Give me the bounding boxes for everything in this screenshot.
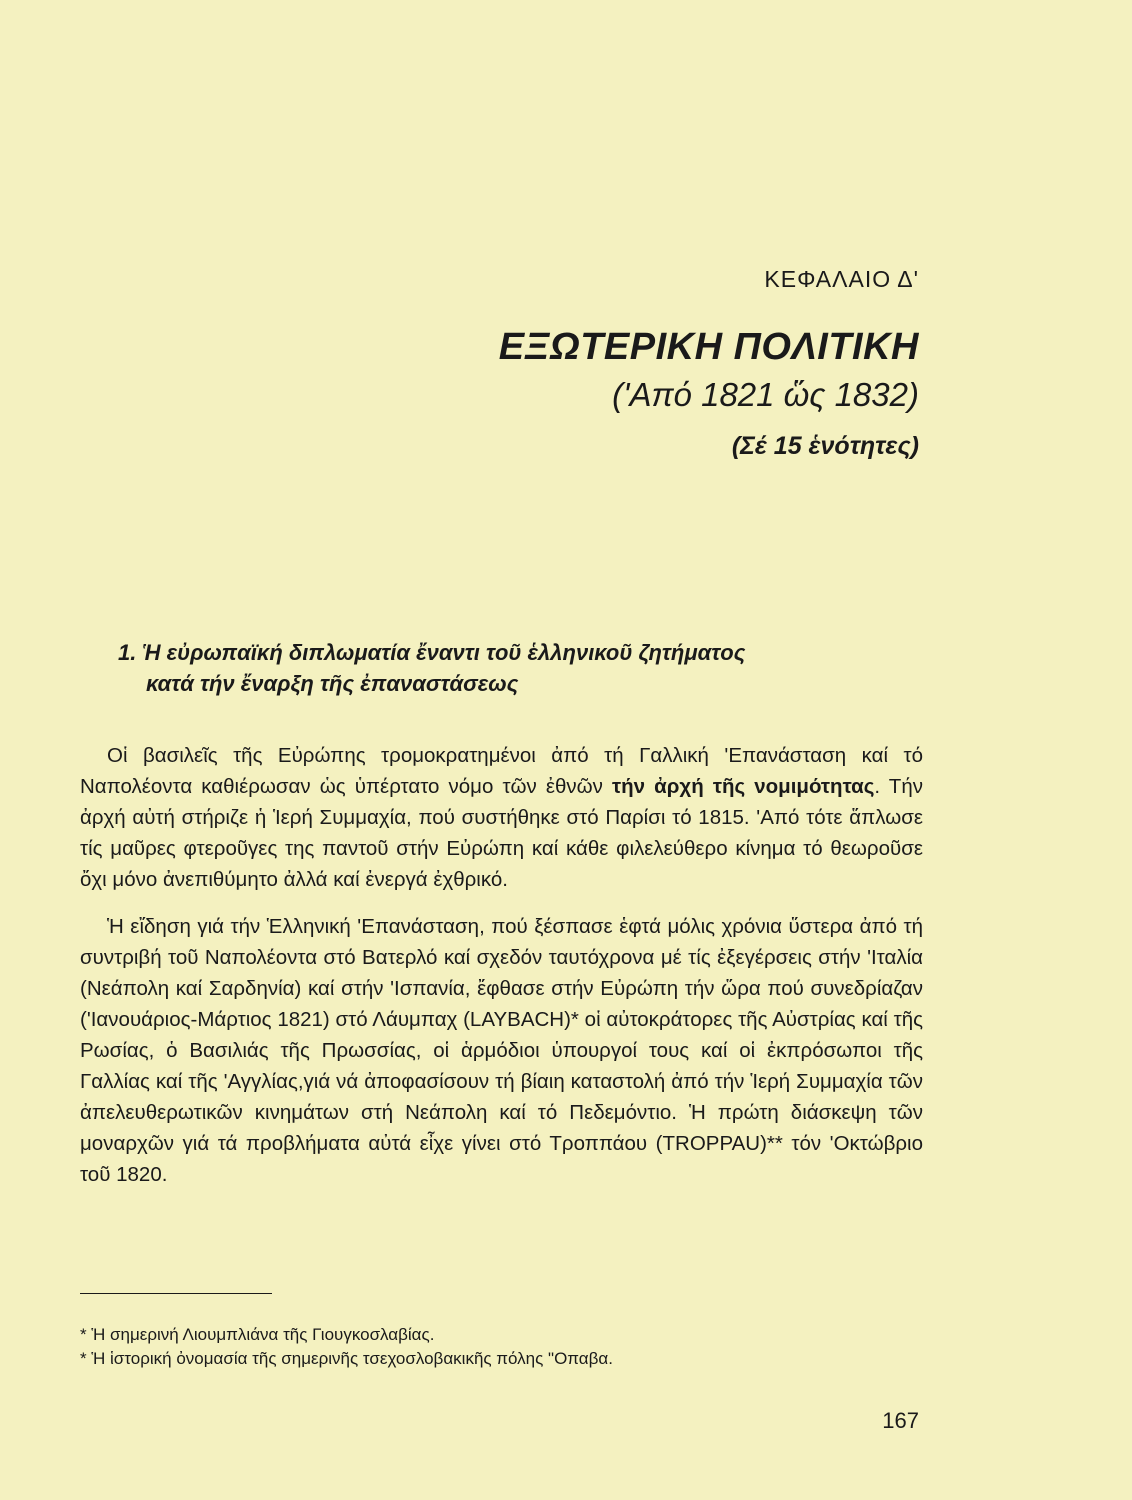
section-heading-line-1: 1. Ἡ εὐρωπαϊκή διπλωματία ἔναντι τοῦ ἑλληνικοῦ ζητήματος [118,640,746,665]
section-heading [118,637,938,699]
paragraph-2-text: Ἡ εἴδηση γιά τήν Ἑλληνική 'Επανάσταση, πού ξέσπασε ἑφτά μόλις χρόνια ὕστερα ἀπό τή συντριβή τοῦ Ναπολέοντα στό Βατερλό καί σχεδόν ταυτόχρονα μέ τίς ἐξεγέρσεις στήν 'Ιταλία (Νεάπολη καί Σαρδηνία) καί στήν 'Ισπανία, ἔφθασε στήν Εὐρώπη τήν ὥρα πού συνεδρίαζαν ('Ιανουάριος-Μάρτιος 1821) στό Λάυμπαχ (LAYBACH)* οἱ αὐτοκράτορες τῆς Αὐστρίας καί τῆς Ρωσίας, ὁ Βασιλιάς τῆς Πρωσσίας, οἱ ἁρμόδιοι ὑπουργοί τους καί οἱ ἐκπρόσωποι τῆς Γαλλίας καί τῆς 'Αγγλίας,γιά νά ἀποφασίσουν τή βίαιη καταστολή ἀπό τήν Ἱερή Συμμαχία τῶν ἀπελευθερωτικῶν κινημάτων στή Νεάπολη καί τό Πεδεμόντιο. Ἡ πρώτη διάσκεψη τῶν μοναρχῶν γιά τά προβλήματα αὐτά εἶχε γίνει στό Τροππάου (TROPPAU)** τόν 'Οκτώβριο τοῦ 1820. [80,915,923,1186]
footnote-divider [80,1293,272,1294]
chapter-title: ΕΞΩΤΕΡΙΚΗ ΠΟΛΙΤΙΚΗ [498,326,919,368]
page-number: 167 [882,1408,919,1433]
paragraph-2 [80,911,923,1190]
footnote-2: * Ἡ ἱστορική ὀνομασία τῆς σημερινῆς τσεχοσλοβακικῆς πόλης "Οπαβα. [80,1349,613,1368]
section-heading-line-2: κατά τήν ἔναρξη τῆς ἐπαναστάσεως [146,671,519,696]
footnote-1: * Ἡ σημερινή Λιουμπλιάνα τῆς Γιουγκοσλαβίας. [80,1325,435,1344]
chapter-label: ΚΕΦΑΛΑΙΟ Δ' [764,266,919,292]
chapter-sections-count: (Σέ 15 ἑνότητες) [731,432,919,460]
footnotes [80,1323,923,1371]
paragraph-1-text-b: . Τήν ἀρχή αὐτή στήριζε ἡ Ἱερή Συμμαχία, πού συστήθηκε στό Παρίσι τό 1815. 'Από τότε ἅπλωσε τίς μαῦρες φτεροῦγες της παντοῦ στήν Εὐρώπη καί κάθε φιλελεύθερο κίνημα τό θεωροῦσε ὄχι μόνο ἀνεπιθύμητο ἀλλά καί ἐνεργά ἐχθρικό. [80,775,923,891]
paragraph-1-text-a: Οἱ βασιλεῖς τῆς Εὐρώπης τρομοκρατημένοι ἀπό τή Γαλλική 'Επανάσταση καί τό Ναπολέοντα καθιέρωσαν ὡς ὑπέρτατο νόμο τῶν ἐθνῶν [80,744,923,798]
paragraph-1 [80,740,923,895]
paragraph-1-emphasis: τήν ἀρχή τῆς νομιμότητας [612,775,875,798]
chapter-date-range: ('Από 1821 ὥς 1832) [612,376,919,413]
